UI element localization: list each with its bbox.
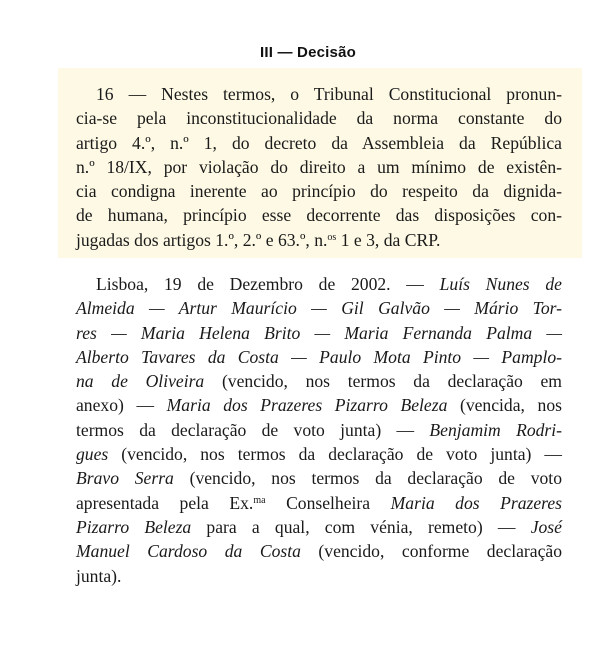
judge-name: Pizarro Beleza (76, 516, 192, 537)
decision-line: n.º 18/IX, por violação do direito a um mínimo de existên- (76, 156, 562, 177)
signature-line: gues (vencido, nos termos da declaração de voto junta) — (76, 444, 563, 465)
decision-line: cia condigna inerente ao princípio do respeito da dignida- (76, 181, 562, 202)
judge-name: Luís Nunes de (439, 274, 562, 294)
judge-name: Maria dos Prazeres Pizarro Beleza (166, 395, 448, 416)
judge-name: res — Maria Helena Brito — Maria Fernanda Palma — (76, 322, 562, 343)
judge-name: Alberto Tavares da Costa — Paulo Mota Pinto — Pamplo- (76, 346, 562, 367)
judge-name: gues (76, 444, 109, 465)
signature-line: junta). (76, 565, 122, 586)
section-heading: III — Decisão (260, 44, 356, 61)
decision-line: 16 — Nestes termos, o Tribunal Constitucional pronun- (96, 84, 562, 104)
signature-line: Bravo Serra (vencido, nos termos da declaração de voto (76, 468, 562, 489)
signature-line: termos da declaração de voto junta) — Benjamim Rodri- (76, 419, 563, 440)
judge-name: José (530, 516, 562, 537)
signature-line: Pizarro Beleza para a qual, com vénia, remeto) — José (76, 516, 562, 537)
judge-name: Manuel Cardoso da Costa (76, 541, 301, 562)
judge-name: Bravo Serra (76, 468, 174, 489)
signature-line (76, 345, 562, 369)
judge-name: na de Oliveira (76, 371, 205, 392)
decision-line: artigo 4.º, n.º 1, do decreto da Assembleia da República (76, 132, 562, 153)
signature-line: anexo) — Maria dos Prazeres Pizarro Beleza (vencida, nos (76, 395, 562, 416)
signature-line: Lisboa, 19 de Dezembro de 2002. — Luís Nunes de (96, 274, 562, 294)
judge-name: Almeida — Artur Maurício — Gil Galvão — Mário Tor- (76, 298, 562, 319)
decision-line: de humana, princípio esse decorrente das disposições con- (76, 205, 562, 226)
judge-name: Benjamim Rodri- (429, 419, 563, 440)
signatures-paragraph (76, 272, 562, 588)
decision-line: jugadas dos artigos 1.º, 2.º e 63.º, n.$^{os}$ 1 e 3, da CRP. (76, 229, 441, 250)
signature-line (76, 296, 562, 320)
decision-line: cia-se pela inconstitucionalidade da norma constante do (76, 108, 562, 129)
decision-paragraph (76, 82, 562, 252)
judge-name: Maria dos Prazeres (390, 492, 562, 513)
signature-line: na de Oliveira (vencido, nos termos da declaração em (76, 371, 562, 392)
signature-line: Manuel Cardoso da Costa (vencido, conforme declaração (76, 541, 562, 562)
signature-line (76, 321, 562, 345)
signature-line: apresentada pela Ex.$^{ma}$ Conselheira Maria dos Prazeres (76, 492, 562, 513)
